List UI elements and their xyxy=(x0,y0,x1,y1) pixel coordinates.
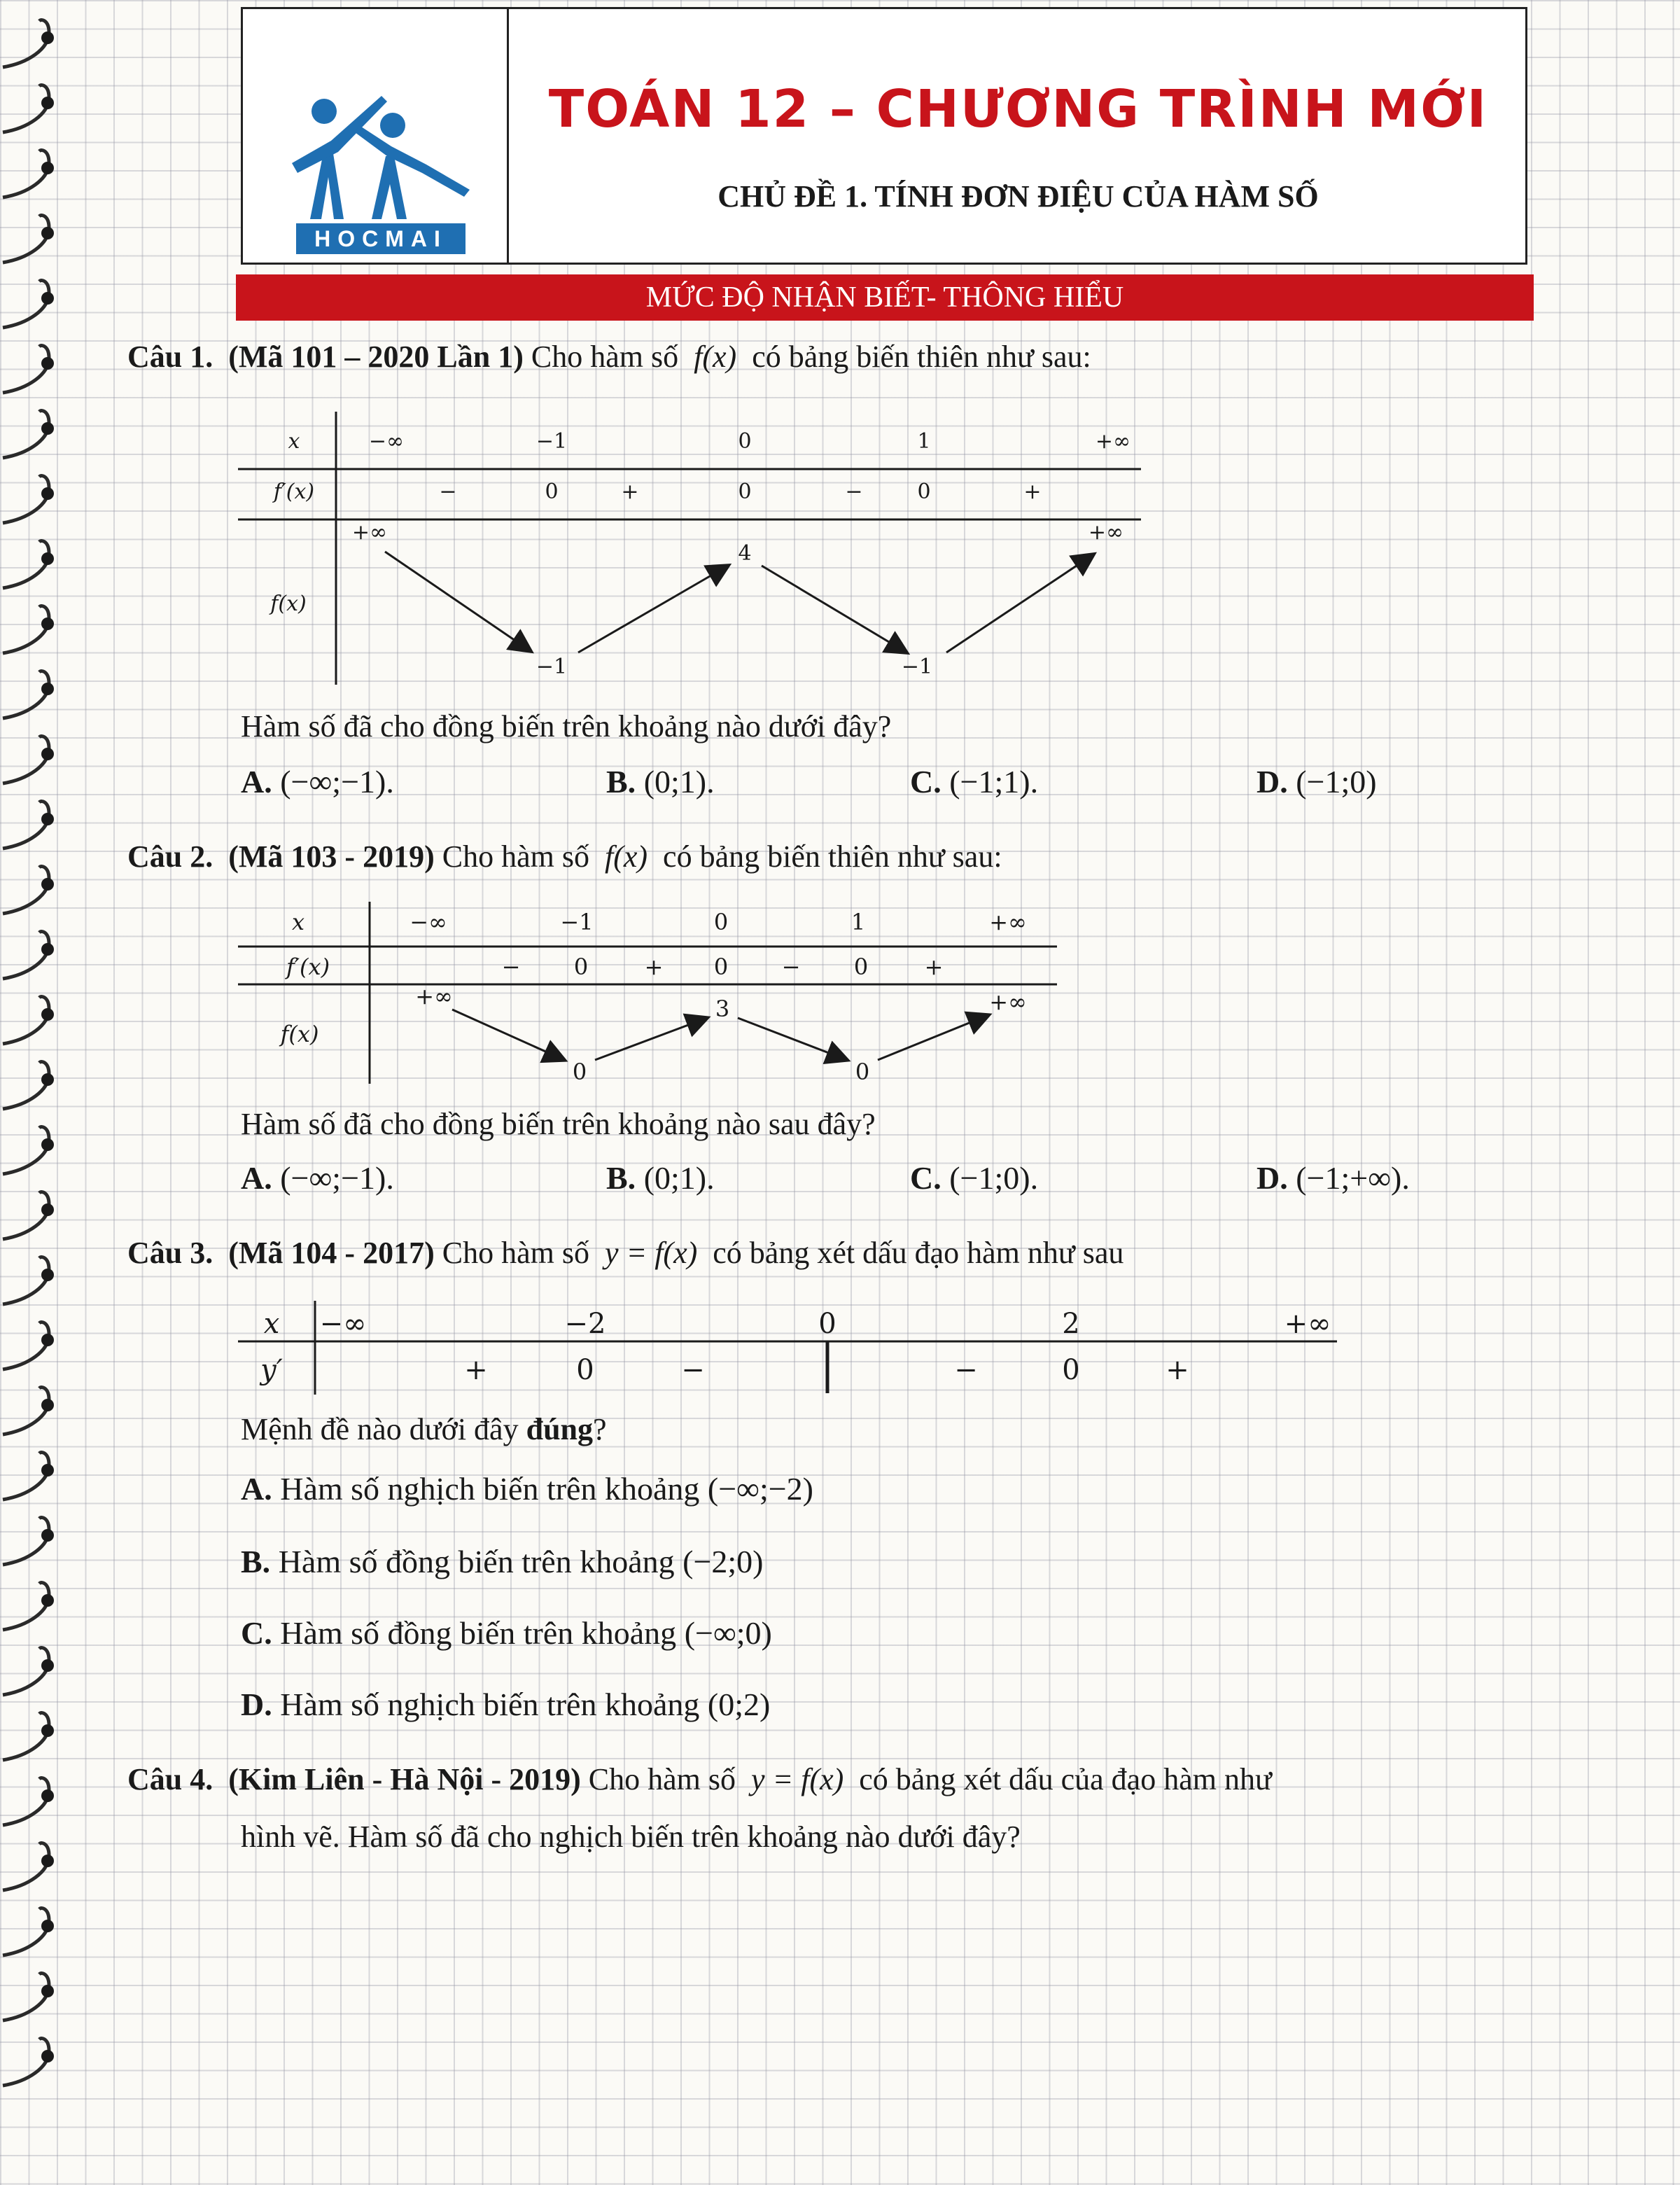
question-2-stem xyxy=(127,839,1002,876)
variation-table-1 xyxy=(238,406,1162,686)
binding-hole xyxy=(41,1529,54,1542)
logo-cell xyxy=(243,9,509,263)
table-2-f-value: 0 xyxy=(855,1059,870,1085)
binding-hole xyxy=(41,422,54,435)
binding-hole xyxy=(41,357,54,370)
table-1-arrow xyxy=(762,566,906,652)
table-3-sign: 0 xyxy=(576,1354,594,1386)
binding-ring xyxy=(3,151,49,197)
binding-hole xyxy=(41,617,54,630)
binding-hole xyxy=(41,1269,54,1281)
table-1-sign: 0 xyxy=(917,480,931,504)
binding-hole xyxy=(41,748,54,760)
binding-hole xyxy=(41,878,54,891)
table-2-sign: − xyxy=(501,954,521,980)
binding-hole xyxy=(41,32,54,44)
table-3-x-value: 0 xyxy=(818,1308,836,1340)
table-3-sign: + xyxy=(464,1354,488,1386)
binding-ring xyxy=(3,476,49,523)
binding-hole xyxy=(41,1203,54,1216)
binding-hole xyxy=(41,1789,54,1802)
table-1-arrow xyxy=(578,566,728,652)
question-3-text-b: có bảng xét dấu đạo hàm như sau xyxy=(713,1236,1124,1270)
level-bar: MỨC ĐỘ NHẬN BIẾT- THÔNG HIỂU xyxy=(236,274,1534,321)
question-4-text-b: có bảng xét dấu của đạo hàm như xyxy=(859,1762,1272,1796)
question-1-prompt: Hàm số đã cho đồng biến trên khoảng nào dưới đây? xyxy=(241,709,892,744)
table-2-sign: + xyxy=(924,954,944,980)
binding-ring xyxy=(3,20,49,67)
binding-ring xyxy=(3,737,49,783)
table-2-sign: 0 xyxy=(853,954,869,980)
table-2-arrow xyxy=(452,1010,564,1060)
table-2-f-value: 0 xyxy=(572,1059,587,1085)
binding-ring xyxy=(3,1322,49,1369)
table-1-sign: − xyxy=(845,480,863,504)
table-3-x-value: −∞ xyxy=(319,1308,367,1340)
binding-ring xyxy=(3,671,49,718)
binding-ring xyxy=(3,1648,49,1695)
table-3-sign: − xyxy=(954,1354,978,1386)
table-1-f-value: −1 xyxy=(536,655,568,679)
question-3-text-a: Cho hàm số xyxy=(442,1236,589,1270)
question-1-option-b[interactable]: B. (0;1). xyxy=(606,764,715,800)
binding-hole xyxy=(41,552,54,565)
binding-hole xyxy=(41,683,54,695)
question-4-text-a: Cho hàm số xyxy=(588,1762,736,1796)
question-3-prompt: Mệnh đề nào dưới đây đúng? xyxy=(241,1412,607,1446)
table-1-x-label: x xyxy=(288,429,300,454)
table-2-f-value: 3 xyxy=(715,996,730,1022)
question-1-option-c[interactable]: C. (−1;1). xyxy=(910,764,1039,800)
question-2-option-c[interactable]: C. (−1;0). xyxy=(910,1160,1039,1196)
question-2-source: (Mã 103 - 2019) xyxy=(228,839,435,874)
binding-hole xyxy=(41,1855,54,1867)
binding-hole xyxy=(41,2050,54,2062)
question-4-label: Câu 4. xyxy=(127,1762,214,1796)
table-3-y-label: y′ xyxy=(260,1354,283,1386)
question-3-option-d[interactable]: D. Hàm số nghịch biến trên khoảng (0;2) xyxy=(241,1687,771,1722)
binding-hole xyxy=(41,1008,54,1021)
table-2-x-value: +∞ xyxy=(989,909,1027,935)
binding-ring xyxy=(3,606,49,653)
binding-hole xyxy=(41,227,54,239)
table-2-sign: 0 xyxy=(573,954,589,980)
question-1-text-a: Cho hàm số xyxy=(531,340,679,374)
table-2-sign: + xyxy=(644,954,664,980)
binding-hole xyxy=(41,487,54,500)
table-2-f-label: f(x) xyxy=(280,1021,319,1047)
question-3-source: (Mã 104 - 2017) xyxy=(228,1236,435,1270)
question-2-option-d[interactable]: D. (−1;+∞). xyxy=(1256,1160,1410,1196)
table-2-sign: 0 xyxy=(713,954,729,980)
binding-ring xyxy=(3,802,49,849)
table-1-arrow xyxy=(385,552,531,651)
binding-ring xyxy=(3,1583,49,1630)
table-3-sign: − xyxy=(681,1354,705,1386)
table-2-arrow xyxy=(595,1018,707,1060)
binding-hole xyxy=(41,943,54,956)
question-1-option-d[interactable]: D. (−1;0) xyxy=(1256,764,1377,800)
table-3-x-label: x xyxy=(263,1308,280,1340)
binding-ring xyxy=(3,2039,49,2086)
question-1-stem xyxy=(127,339,1091,376)
binding-ring xyxy=(3,1974,49,2020)
table-2-x-value: 1 xyxy=(850,909,866,935)
binding-ring xyxy=(3,1453,49,1500)
table-1-f-value: 4 xyxy=(738,541,752,566)
binding-hole xyxy=(41,1334,54,1346)
binding-hole xyxy=(41,1659,54,1672)
binding-hole xyxy=(41,1594,54,1607)
question-1-text-b: có bảng biến thiên như sau: xyxy=(752,340,1091,374)
spiral-binding xyxy=(0,0,70,2185)
table-1-arrow xyxy=(946,554,1093,652)
table-1-f-value: +∞ xyxy=(1088,520,1124,545)
binding-hole xyxy=(41,1985,54,1997)
table-1-sign: + xyxy=(621,480,639,504)
sign-table-3 xyxy=(238,1297,1344,1402)
binding-hole xyxy=(41,1138,54,1151)
table-1-sign: − xyxy=(439,480,457,504)
binding-hole xyxy=(41,1724,54,1737)
table-2-fp-label: f′(x) xyxy=(286,954,330,980)
binding-ring xyxy=(3,281,49,328)
question-1-option-a[interactable]: A. (−∞;−1). xyxy=(241,764,394,800)
table-2-x-value: 0 xyxy=(713,909,729,935)
question-3-math: y = f(x) xyxy=(604,1236,698,1270)
table-1-sign: 0 xyxy=(738,480,752,504)
question-1-math: f(x) xyxy=(694,340,737,374)
question-2-text-a: Cho hàm số xyxy=(442,839,589,874)
table-1-fp-label: f′(x) xyxy=(273,480,315,504)
table-2-x-value: −∞ xyxy=(410,909,447,935)
table-3-sign: + xyxy=(1166,1354,1189,1386)
question-1-label: Câu 1. xyxy=(127,340,214,374)
page-title: TOÁN 12 – CHƯƠNG TRÌNH MỚI xyxy=(548,79,1488,139)
binding-hole xyxy=(41,1920,54,1932)
table-3-x-value: 2 xyxy=(1062,1308,1080,1340)
table-1-f-value: +∞ xyxy=(351,520,388,545)
binding-ring xyxy=(3,867,49,914)
table-1-x-value: 0 xyxy=(738,429,752,454)
table-1-x-value: −1 xyxy=(536,429,568,454)
question-3-label: Câu 3. xyxy=(127,1236,214,1270)
binding-ring xyxy=(3,1257,49,1304)
binding-ring xyxy=(3,1843,49,1890)
binding-ring xyxy=(3,1778,49,1825)
binding-ring xyxy=(3,1518,49,1565)
hocmai-logo-icon xyxy=(289,86,471,219)
table-1-f-label: f(x) xyxy=(270,592,307,616)
binding-ring xyxy=(3,85,49,132)
binding-ring xyxy=(3,1062,49,1109)
question-2-label: Câu 2. xyxy=(127,839,214,874)
question-4-source: (Kim Liên - Hà Nội - 2019) xyxy=(228,1762,581,1796)
table-2-x-label: x xyxy=(291,909,305,935)
question-2-option-b[interactable]: B. (0;1). xyxy=(606,1160,715,1196)
binding-ring xyxy=(3,216,49,263)
table-3-sign: 0 xyxy=(1062,1354,1080,1386)
question-3-option-b[interactable]: B. Hàm số đồng biến trên khoảng (−2;0) xyxy=(241,1544,764,1579)
question-3-option-a[interactable]: A. Hàm số nghịch biến trên khoảng (−∞;−2) xyxy=(241,1471,813,1507)
binding-ring xyxy=(3,997,49,1044)
binding-hole xyxy=(41,813,54,825)
table-2-sign: − xyxy=(781,954,801,980)
question-1-source: (Mã 101 – 2020 Lần 1) xyxy=(228,340,524,374)
binding-hole xyxy=(41,162,54,174)
table-2-x-value: −1 xyxy=(560,909,594,935)
table-3-x-value: −2 xyxy=(564,1308,606,1340)
binding-ring xyxy=(3,1192,49,1239)
question-2-text-b: có bảng biến thiên như sau: xyxy=(663,839,1002,874)
binding-hole xyxy=(41,1073,54,1086)
binding-ring xyxy=(3,1908,49,1955)
binding-hole xyxy=(41,1464,54,1477)
binding-ring xyxy=(3,1127,49,1174)
question-2-prompt: Hàm số đã cho đồng biến trên khoảng nào sau đây? xyxy=(241,1107,876,1141)
table-2-arrow xyxy=(878,1015,988,1060)
table-1-x-value: −∞ xyxy=(368,429,405,454)
binding-ring xyxy=(3,1713,49,1760)
logo-wordmark: HOCMAI xyxy=(296,223,465,254)
table-1-x-value: 1 xyxy=(917,429,931,454)
binding-ring xyxy=(3,932,49,979)
page-subtitle: CHỦ ĐỀ 1. TÍNH ĐƠN ĐIỆU CỦA HÀM SỐ xyxy=(718,179,1319,214)
question-4-stem xyxy=(127,1761,1272,1799)
question-2-math: f(x) xyxy=(604,839,648,874)
binding-ring xyxy=(3,346,49,393)
header-box xyxy=(241,7,1527,265)
table-2-arrow xyxy=(738,1018,847,1060)
binding-hole xyxy=(41,1399,54,1411)
question-4-line-2: hình vẽ. Hàm số đã cho nghịch biến trên khoảng nào dưới đây? xyxy=(241,1820,1021,1854)
table-3-x-value: +∞ xyxy=(1284,1308,1331,1340)
binding-hole xyxy=(41,292,54,305)
binding-ring xyxy=(3,411,49,458)
binding-ring xyxy=(3,1388,49,1434)
table-1-f-value: −1 xyxy=(901,655,933,679)
question-4-math: y = f(x) xyxy=(751,1762,844,1796)
question-2-option-a[interactable]: A. (−∞;−1). xyxy=(241,1160,394,1196)
table-2-f-value: +∞ xyxy=(989,989,1027,1015)
table-1-x-value: +∞ xyxy=(1095,429,1131,454)
question-3-stem xyxy=(127,1235,1124,1272)
table-1-sign: + xyxy=(1023,480,1042,504)
question-3-option-c[interactable]: C. Hàm số đồng biến trên khoảng (−∞;0) xyxy=(241,1615,772,1651)
binding-hole xyxy=(41,97,54,109)
variation-table-2 xyxy=(238,896,1078,1092)
table-1-sign: 0 xyxy=(545,480,559,504)
table-2-f-value: +∞ xyxy=(415,983,453,1010)
binding-ring xyxy=(3,541,49,588)
